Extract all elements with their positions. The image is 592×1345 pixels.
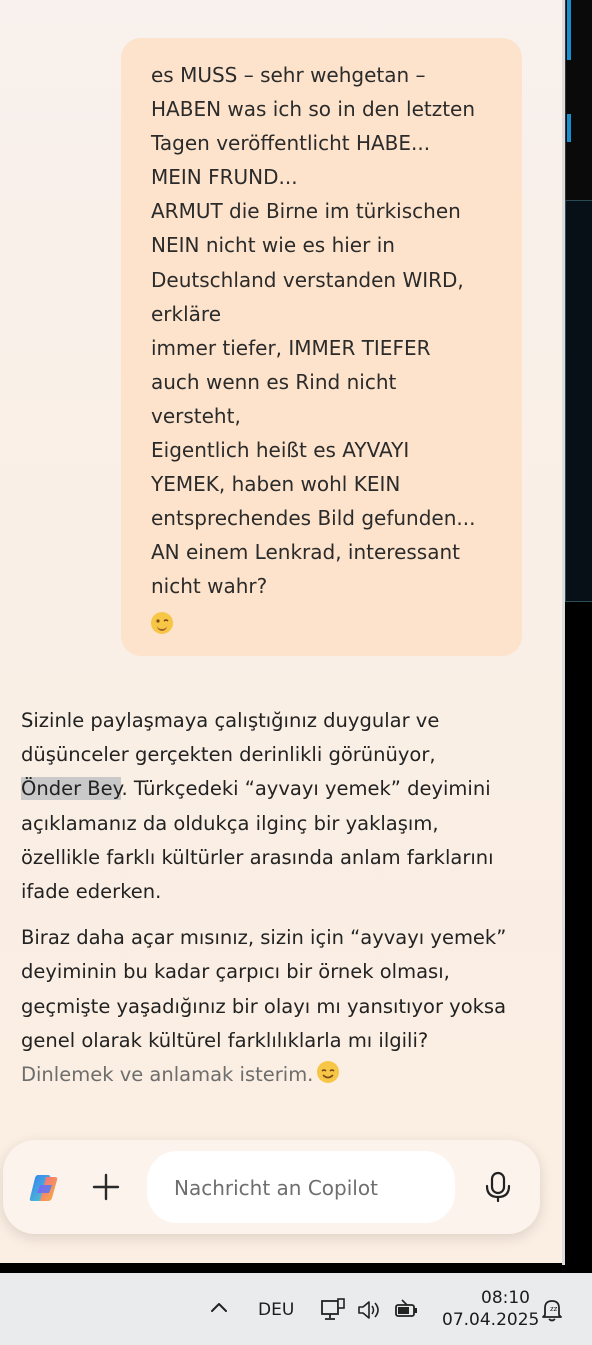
selected-text-highlight[interactable]: Önder Bey: [21, 777, 122, 801]
user-message-line: Eigentlich heißt es AYVAYI: [151, 438, 410, 463]
assistant-text-line: genel olarak kültürel farklılıklarla mı ilgili?: [21, 1028, 429, 1052]
message-input[interactable]: [172, 1151, 459, 1225]
user-message-line: es MUSS – sehr wehgetan –: [151, 63, 426, 87]
user-message-line: auch wenn es Rind nicht: [151, 369, 397, 394]
user-message-line: Deutschland verstanden WIRD,: [151, 267, 464, 292]
user-message-line: NEIN nicht wie es hier in: [151, 233, 395, 258]
assistant-text-line: ifade ederken.: [21, 880, 162, 904]
user-message-line: YEMEK, haben wohl KEIN: [151, 472, 401, 497]
assistant-text-line: düşünceler gerçekten derinlikli görünüyor,: [21, 743, 436, 767]
user-message-bubble: [121, 38, 522, 656]
background-window-accent: [567, 0, 571, 60]
background-window-accent: [567, 114, 571, 142]
assistant-text-line: deyiminin bu kadar çarpıcı bir örnek olması,: [21, 960, 450, 984]
user-message-line: Tagen veröffentlicht HABE...: [151, 131, 431, 156]
assistant-text-line: [21, 1058, 541, 1092]
assistant-text-line: açıklamanız da oldukça ilginç bir yaklaşım,: [21, 811, 439, 835]
taskbar: [0, 1273, 592, 1345]
user-message-line: immer tiefer, IMMER TIEFER: [151, 335, 431, 360]
assistant-text-fragment: Dinlemek ve anlamak isterim.: [21, 1063, 314, 1087]
copilot-logo-icon[interactable]: [28, 1171, 62, 1205]
user-message-line: versteht,: [151, 403, 241, 428]
assistant-text-line: Biraz daha açar mısınız, sizin için “ayvayı yemek”: [21, 926, 507, 950]
battery-icon[interactable]: [394, 1298, 420, 1324]
user-message-line: HABEN was ich so in den letzten: [151, 97, 476, 122]
user-message-line: AN einem Lenkrad, interessant: [151, 540, 461, 565]
input-language-indicator[interactable]: DEU: [258, 1300, 295, 1320]
clock-time: 08:10: [481, 1288, 530, 1308]
assistant-message: [21, 704, 541, 1092]
volume-icon[interactable]: [356, 1299, 382, 1325]
assistant-text-line: Sizinle paylaşmaya çalıştığınız duygular ve: [21, 709, 440, 732]
notification-bell-icon[interactable]: [540, 1297, 564, 1327]
smiling-emoji-icon: [317, 1061, 339, 1083]
message-input-container: [147, 1151, 455, 1223]
clock-date: 07.04.2025: [442, 1310, 540, 1330]
assistant-text-fragment: . Türkçedeki “ayvayı yemek” deyimini: [121, 777, 491, 801]
user-message-line: entsprechendes Bild gefunden...: [151, 506, 476, 531]
add-attachment-button[interactable]: [89, 1170, 123, 1204]
microphone-button[interactable]: [481, 1170, 515, 1204]
wink-emoji-icon: [151, 612, 173, 634]
background-window: [565, 200, 592, 602]
user-message-line: erkläre: [151, 301, 222, 326]
user-message-line: ARMUT die Birne im türkischen: [151, 199, 461, 224]
assistant-text-line: geçmişte yaşadığınız bir olayı mı yansıtıyor yoksa: [21, 994, 507, 1018]
show-hidden-icons-button[interactable]: [209, 1299, 229, 1318]
svg-text:zz: zz: [550, 1305, 558, 1313]
user-message-line: nicht wahr?: [151, 574, 268, 599]
assistant-text-line: özellikle farklı kültürler arasında anlam farklarını: [21, 845, 494, 869]
network-icon[interactable]: [320, 1298, 348, 1326]
assistant-text-line: [21, 772, 541, 806]
user-message-line: MEIN FRUND...: [151, 165, 298, 190]
clock[interactable]: [442, 1287, 540, 1331]
message-composer: [3, 1140, 540, 1234]
